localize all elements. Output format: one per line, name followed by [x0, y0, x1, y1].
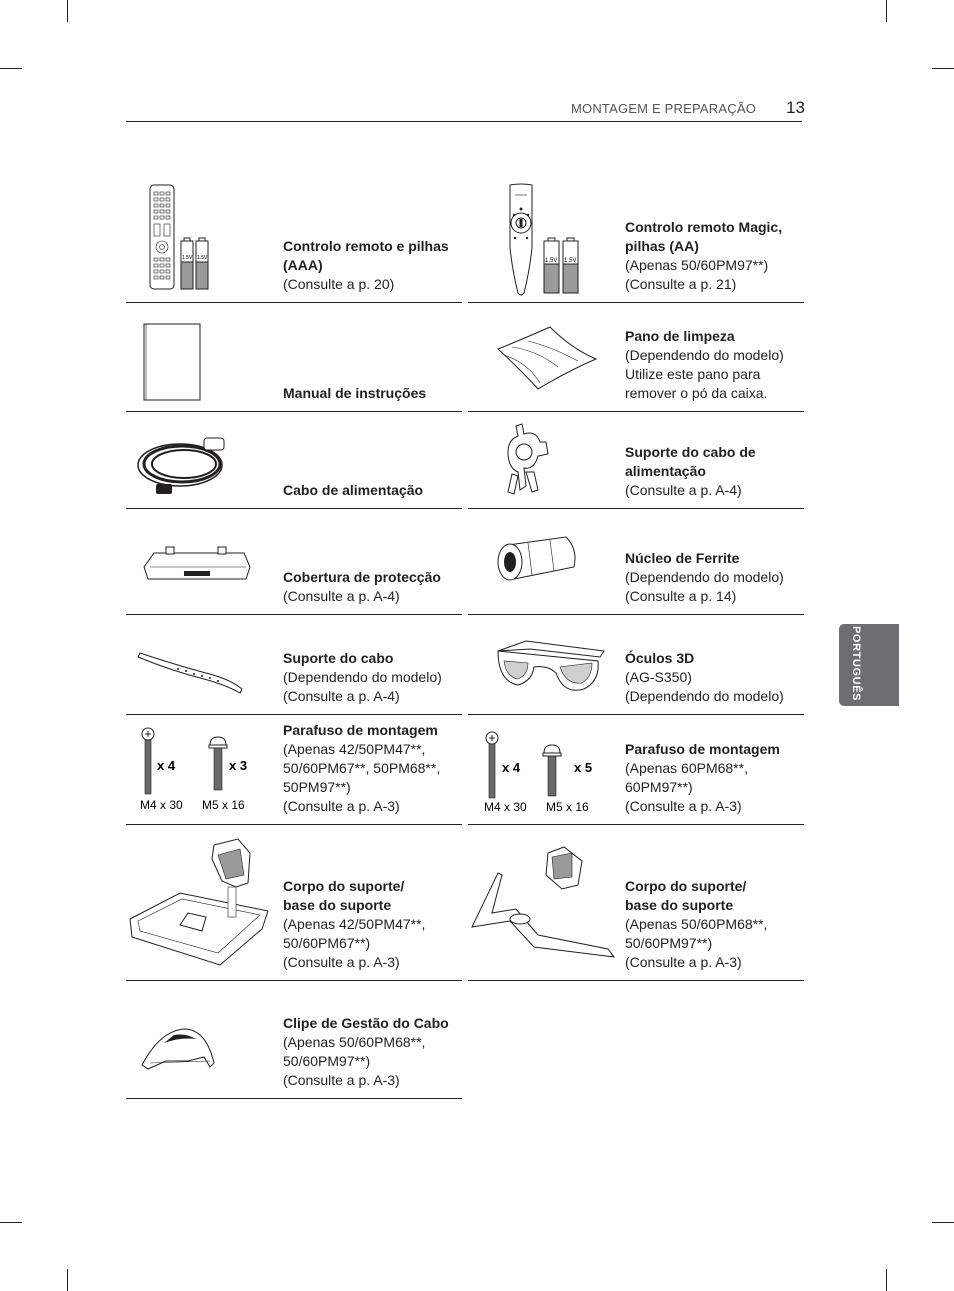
battery-label: 1.5V	[545, 258, 558, 264]
battery-label: 1.5V	[182, 255, 193, 261]
cable-clip-illustration	[126, 981, 278, 1098]
item-name: Controlo remoto Magic, pilhas (AA)	[625, 219, 783, 254]
screw-quantity: x 5	[574, 760, 593, 775]
item-desc: (Apenas 50/60PM68**, 50/60PM97**) (Consulte a p. A-3)	[283, 1034, 426, 1088]
battery-label: 1.5V	[564, 258, 577, 264]
screw-spec: M4 x 30	[140, 798, 183, 812]
item-name: Cabo de alimentação	[283, 482, 424, 498]
language-tab-label: PORTUGUÊS	[850, 626, 862, 702]
item-desc: (Apenas 50/60PM97**) (Consulte a p. 21)	[625, 257, 769, 292]
item-name: Parafuso de montagem	[625, 741, 780, 757]
screws-illustration	[468, 715, 620, 824]
screws-illustration	[126, 715, 278, 824]
screw-spec: M4 x 30	[484, 800, 527, 814]
crop-mark	[886, 0, 887, 22]
item-desc: (Dependendo do modelo) (Consulte a p. 14)	[625, 569, 784, 604]
item-desc: (Dependendo do modelo) (Consulte a p. A-4)	[283, 669, 442, 704]
item-desc: (Consulte a p. 20)	[283, 276, 395, 292]
item-cable-holder	[126, 615, 462, 715]
item-mounting-screws-a	[126, 715, 462, 825]
item-desc: (Consulte a p. A-4)	[283, 588, 400, 604]
item-power-cord	[126, 412, 462, 509]
manual-illustration	[126, 303, 278, 411]
item-ferrite-core	[468, 509, 804, 615]
stand-illustration	[468, 825, 620, 980]
stand-illustration	[126, 825, 278, 980]
ferrite-core-illustration	[468, 509, 620, 614]
crop-mark	[67, 0, 68, 22]
item-cable-clip	[126, 981, 462, 1099]
item-name: Suporte do cabo	[283, 650, 394, 666]
item-desc: (Consulte a p. A-4)	[625, 482, 742, 498]
item-cleaning-cloth	[468, 303, 804, 412]
item-stand-a	[126, 825, 462, 981]
running-header: MONTAGEM E PREPARAÇÃO	[571, 101, 757, 116]
item-name: Clipe de Gestão do Cabo	[283, 1015, 449, 1031]
cable-holder-illustration	[126, 615, 278, 714]
crop-mark	[67, 1269, 68, 1291]
3d-glasses-illustration	[468, 615, 620, 714]
item-mounting-screws-b	[468, 715, 804, 825]
item-name: Pano de limpeza	[625, 328, 735, 344]
item-name: Parafuso de montagem	[283, 722, 438, 738]
item-magic-remote	[468, 175, 804, 303]
battery-label: 1.5V	[197, 255, 208, 261]
item-remote-control	[126, 175, 462, 303]
item-name: Corpo do suporte/ base do suporte	[283, 878, 405, 913]
item-protection-cover	[126, 509, 462, 615]
cleaning-cloth-illustration	[468, 303, 620, 411]
item-manual	[126, 303, 462, 412]
protection-cover-illustration	[126, 509, 278, 614]
crop-mark	[0, 1222, 22, 1223]
language-tab	[839, 624, 899, 706]
item-name: Núcleo de Ferrite	[625, 550, 740, 566]
screw-quantity: x 3	[229, 758, 248, 773]
item-desc: (Apenas 42/50PM47**, 50/60PM67**, 50PM68**, 50PM97**) (Consulte a p. A-3)	[283, 741, 441, 814]
item-name: Manual de instruções	[283, 385, 427, 401]
item-desc: (AG-S350) (Dependendo do modelo)	[625, 669, 784, 704]
crop-mark	[0, 68, 22, 69]
screw-quantity: x 4	[157, 758, 176, 773]
screw-spec: M5 x 16	[546, 800, 589, 814]
crop-mark	[932, 68, 954, 69]
remote-control-illustration	[126, 175, 278, 302]
item-name: Óculos 3D	[625, 650, 695, 666]
item-name: Suporte do cabo de alimentação	[625, 444, 756, 479]
item-desc: (Dependendo do modelo) Utilize este pano para remover o pó da caixa.	[625, 347, 784, 401]
crop-mark	[932, 1222, 954, 1223]
item-name: Controlo remoto e pilhas (AAA)	[283, 238, 449, 273]
cord-holder-illustration	[468, 412, 620, 508]
screw-spec: M5 x 16	[202, 798, 245, 812]
item-name: Corpo do suporte/ base do suporte	[625, 878, 747, 913]
item-desc: (Apenas 60PM68**, 60PM97**) (Consulte a p. A-3)	[625, 760, 748, 814]
item-power-cord-holder	[468, 412, 804, 509]
magic-remote-illustration	[468, 175, 620, 302]
header-rule	[126, 121, 802, 122]
crop-mark	[886, 1269, 887, 1291]
screw-quantity: x 4	[502, 760, 521, 775]
item-stand-b	[468, 825, 804, 981]
item-desc: (Apenas 42/50PM47**, 50/60PM67**) (Consulte a p. A-3)	[283, 916, 426, 970]
item-desc: (Apenas 50/60PM68**, 50/60PM97**) (Consulte a p. A-3)	[625, 916, 768, 970]
item-name: Cobertura de protecção	[283, 569, 441, 585]
page-number: 13	[786, 98, 805, 117]
item-3d-glasses	[468, 615, 804, 715]
power-cord-illustration	[126, 412, 278, 508]
